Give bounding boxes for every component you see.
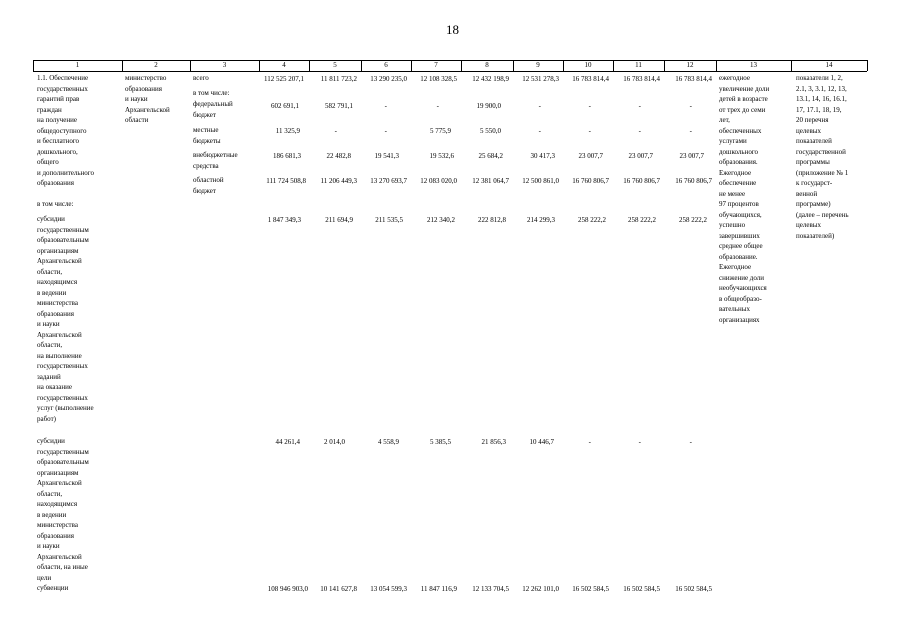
subsidy-state-assignment-label: субсидии государственным образовательным организациям Архангельской области, находящимся в ведении министерства образования и науки Архангельской области, на выполнение государственных заданий на оказание государственных услуг (выполнение работ) [37,215,94,423]
column-header: 12 [686,61,694,69]
target-indicators: показатели 1, 2, 2.1, 3, 3.1, 12, 13, 13.1, 14, 16, 16.1, 17, 17.1, 18, 19, 20 перечня целевых показателей государственной программы (приложение № 1 к государст- венной программе) (далее – перечень целевых показателей) [796,74,849,240]
cell-value: 12 133 704,5 [472,585,509,593]
cell-value: 16 760 806,7 [572,177,609,185]
cell-value: - [689,127,692,135]
cell-value: - [588,102,591,110]
cell-value: 16 783 814,4 [572,75,609,83]
cell-value: 13 054 599,3 [370,585,407,593]
cell-value: 16 502 584,5 [675,585,712,593]
cell-value: 11 325,9 [275,127,300,135]
cell-value: - [638,127,641,135]
cell-value: 23 007,7 [628,152,653,160]
cell-value: 44 261,4 [275,438,300,446]
cell-value: 16 760 806,7 [675,177,712,185]
cell-value: 582 791,1 [325,102,353,110]
column-header: 14 [825,61,833,69]
col-divider [867,60,868,71]
cell-value: - [538,127,541,135]
executor: министерство образования и науки Архангельской области [125,74,170,124]
cell-value: - [384,102,387,110]
column-header: 13 [750,61,757,69]
cell-value: 11 847 116,9 [420,585,457,593]
column-header: 8 [485,61,489,69]
cell-value: 21 856,3 [481,438,506,446]
cell-value: 111 724 508,8 [266,177,306,185]
cell-value: 25 684,2 [478,152,503,160]
cell-value: 2 014,0 [324,438,345,446]
column-header: 9 [536,61,540,69]
cell-value: - [689,102,692,110]
cell-value: 12 083 020,0 [420,177,457,185]
column-header: 10 [584,61,592,69]
column-header: 1 [75,61,80,69]
column-header: 11 [635,61,642,69]
cell-value: 4 558,9 [378,438,399,446]
cell-value: 13 290 235,0 [370,75,407,83]
column-header: 7 [434,61,438,69]
cell-value: - [689,438,692,446]
cell-value: 12 500 861,0 [522,177,559,185]
cell-value: 5 550,0 [480,127,501,135]
cell-value: 5 775,9 [430,127,451,135]
cell-value: - [538,102,541,110]
cell-value: - [384,127,387,135]
cell-value: 10 446,7 [529,438,554,446]
cell-value: 222 812,8 [478,216,506,224]
source-in-that-number: в том числе: [193,89,230,97]
cell-value: 602 691,1 [271,102,299,110]
source-regional-budget: областной бюджет [193,176,224,195]
page-number: 18 [446,22,459,37]
column-header: 6 [384,61,388,69]
cell-value: 211 535,5 [375,216,403,224]
cell-value: 12 432 198,9 [472,75,509,83]
cell-value: 112 525 207,1 [264,75,304,83]
cell-value: 16 783 814,4 [623,75,660,83]
source-extrabudgetary: внебюджетные средства [193,151,238,170]
column-header: 2 [154,61,158,69]
cell-value: - [334,127,337,135]
cell-value: 11 206 449,3 [320,177,357,185]
cell-value: 30 417,3 [530,152,555,160]
cell-value: 214 299,3 [527,216,555,224]
source-local-budgets: местные бюджеты [193,126,221,145]
cell-value: 5 385,5 [430,438,451,446]
column-header: 4 [282,61,286,69]
cell-value: 10 141 627,8 [320,585,357,593]
source-federal-budget: федеральный бюджет [193,100,233,119]
cell-value: 211 694,9 [325,216,353,224]
cell-value: 22 482,8 [326,152,351,160]
cell-value: 12 531 278,3 [522,75,559,83]
cell-value: 16 502 584,5 [623,585,660,593]
cell-value: 16 783 814,4 [675,75,712,83]
column-header: 5 [333,61,337,69]
cell-value: 13 270 693,7 [370,177,407,185]
cell-value: - [638,102,641,110]
subvention-label: субвенции [37,584,69,592]
cell-value: 19 532,6 [429,152,454,160]
cell-value: 19 900,0 [476,102,501,110]
cell-value: 108 946 903,0 [267,585,308,593]
cell-value: 12 262 101,0 [522,585,559,593]
cell-value: 19 541,3 [374,152,399,160]
cell-value: 23 007,7 [679,152,704,160]
subsidy-other-purposes-label: субсидии государственным образовательным организациям Архангельской области, находящимся в ведении министерства образования и науки Архангельской области, на иные цели [37,437,89,582]
cell-value: 23 007,7 [578,152,603,160]
cell-value: 186 681,3 [273,152,301,160]
cell-value: - [588,127,591,135]
in-that-number-label: в том числе: [37,200,74,208]
cell-value: 258 222,2 [578,216,606,224]
cell-value: 12 381 064,7 [472,177,509,185]
cell-value: 16 760 806,7 [623,177,660,185]
column-header: 3 [222,61,227,69]
cell-value: 212 340,2 [427,216,455,224]
cell-value: 258 222,2 [679,216,707,224]
cell-value: 11 811 723,2 [320,75,357,83]
header-bottom-line [33,71,867,72]
source-total: всего [193,74,209,82]
expected-result: ежегодное увеличение доли детей в возрасте от трех до семи лет, обеспеченных услугами дошкольного образования. Ежегодное обеспечение не менее 97 процентов обучающихся, успешно завершивших среднее общее образование. Ежегодное снижение доли необучающихся в общеобразо- вательных организациях [719,74,770,324]
cell-value: 1 847 349,3 [267,216,301,224]
event-title: 1.1. Обеспечение государственных гарантий прав граждан на получение общедоступного и бесплатного дошкольного, общего и дополнительного образования [37,74,94,187]
cell-value: 258 222,2 [628,216,656,224]
cell-value: 12 108 328,5 [420,75,457,83]
cell-value: - [588,438,591,446]
cell-value: 16 502 584,5 [572,585,609,593]
cell-value: - [638,438,641,446]
cell-value: - [436,102,439,110]
